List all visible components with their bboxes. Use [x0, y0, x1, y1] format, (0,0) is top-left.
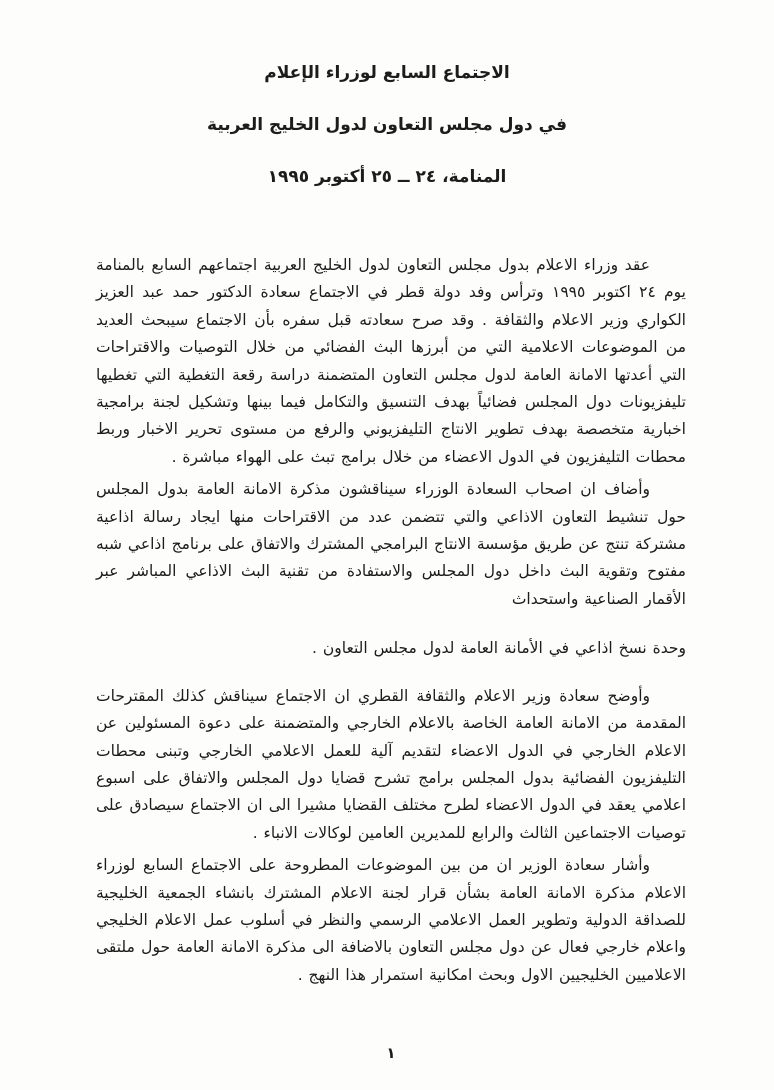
paragraph-1: عقد وزراء الاعلام بدول مجلس التعاون لدول الخليج العربية اجتماعهم السابع بالمنامة يوم ٢٤ اكتوبر ١٩٩٥ وترأس وفد دولة قطر في الاجتماع سعادة الدكتور حمد عبد العزيز الكواري وزير الاعلام والثقافة . وقد صرح سعادته قبل سفره بأن الاجتماع سيبحث العديد من الموضوعات الاعلامية التي من أبرزها البث الفضائي من خلال التوصيات والاقتراحات التي أعدتها الامانة العامة لدول مجلس التعاون المتضمنة دراسة رقعة التغطية التي تغطيها تليفزيونات دول المجلس فضائياً بهدف التنسيق والتكامل فيما بينها وتشكيل لجنة برامجية اخبارية متخصصة بهدف تطوير الانتاج التليفزيوني والرفع من مستوى تحرير الاخبار وربط محطات التليفزيون في الدول الاعضاء من خلال برامج تبث على الهواء مباشرة . — [96, 256, 686, 466]
document-title-line-2: في دول مجلس التعاون لدول الخليج العربية — [207, 115, 567, 135]
document-body — [96, 252, 686, 994]
paragraph-2-continuation-line: وحدة نسخ اذاعي في الأمانة العامة لدول مجلس التعاون . — [312, 639, 686, 658]
paragraph-2: وأضاف ان اصحاب السعادة الوزراء سيناقشون مذكرة الامانة العامة بدول المجلس حول تنشيط التعاون الاذاعي والتي تتضمن عدد من الاقتراحات منها ايجاد رسالة اذاعية مشتركة تنتج عن طريق مؤسسة الانتاج البرامجي المشترك والاتفاق على برنامج اذاعي شبه مفتوح وتقوية البث داخل دول المجلس والاستفادة من تقنية البث الاذاعي المباشر عبر الأقمار الصناعية واستحداث — [96, 480, 686, 608]
paragraph-4: وأشار سعادة الوزير ان من بين الموضوعات المطروحة على الاجتماع السابع لوزراء الاعلام مذكرة الامانة العامة بشأن قرار لجنة الاعلام المشترك بانشاء الجمعية الخليجية للصداقة الدولية وتطوير العمل الاعلامي الرسمي والنظر في أسلوب عمل الاعلام الخليجي واعلام خارجي فعال عن دول مجلس التعاون بالاضافة الى مذكرة الامانة العامة حول ملتقى الاعلاميين الخليجيين الاول وبحث امكانية استمرار هذا النهج . — [96, 856, 686, 984]
document-title-line-3: المنامة، ٢٤ ــ ٢٥ أكتوبر ١٩٩٥ — [267, 167, 507, 187]
page-number: ١ — [386, 1044, 396, 1062]
title-block — [0, 0, 774, 188]
document-title-line-1: الاجتماع السابع لوزراء الإعلام — [264, 63, 510, 83]
paragraph-3: وأوضح سعادة وزير الاعلام والثقافة القطري ان الاجتماع سيناقش كذلك المقترحات المقدمة من الامانة العامة الخاصة بالاعلام الخارجي والمتضمنة على دعوة المسئولين عن الاعلام الخارجي في الدول الاعضاء لتقديم آلية للعمل الاعلامي الخارجي وتبنى محطات التليفزيون الفضائية بدول المجلس برامج تشرح قضايا دول المجلس والاتفاق على اسبوع اعلامي يعقد في الدول الاعضاء لطرح مختلف القضايا مشيرا الى ان الاجتماع سيصادق على توصيات الاجتماعين الثالث والرابع للمديرين العامين لوكالات الانباء . — [96, 686, 686, 842]
